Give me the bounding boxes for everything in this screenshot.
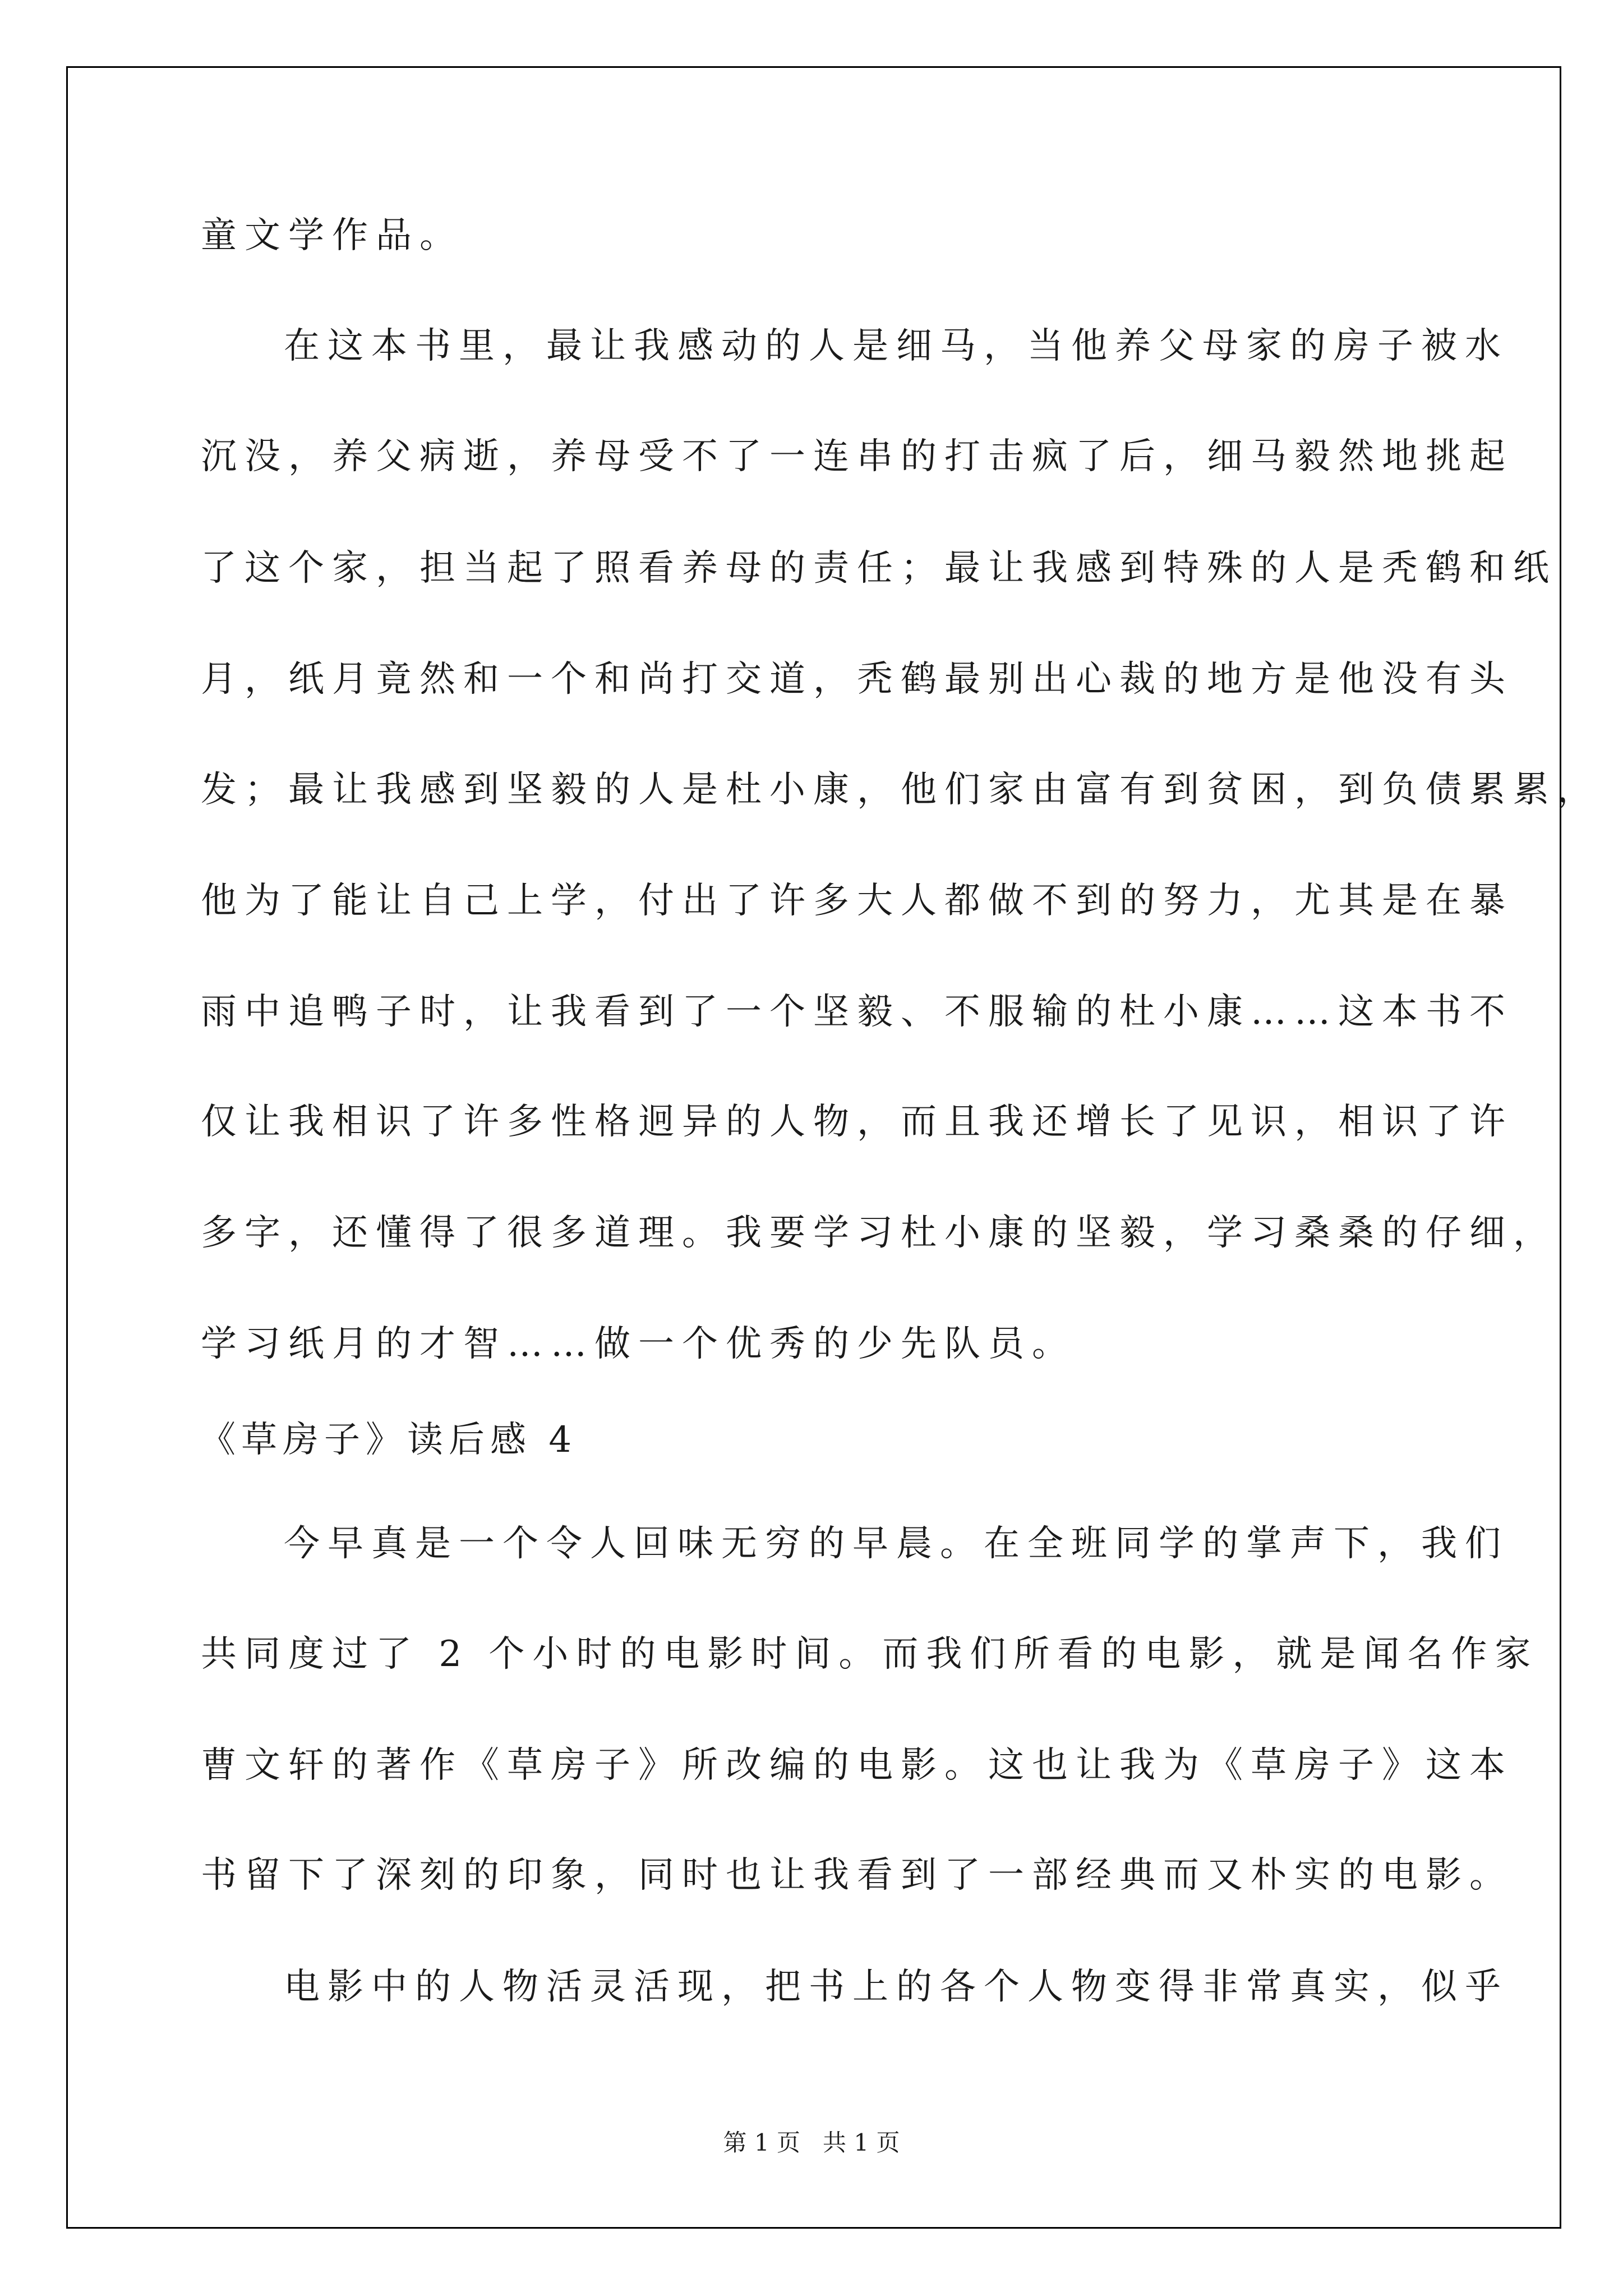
text-line: 了这个家，担当起了照看养母的责任；最让我感到特殊的人是秃鹤和纸	[201, 547, 1557, 589]
text-line: 在这本书里，最让我感动的人是细马，当他养父母家的房子被水	[284, 325, 1509, 367]
text-line: 雨中追鸭子时，让我看到了一个坚毅、不服输的杜小康……这本书不	[201, 991, 1513, 1033]
text-line: 仅让我相识了许多性格迥异的人物，而且我还增长了见识，相识了许	[201, 1101, 1513, 1143]
text-line: 发；最让我感到坚毅的人是杜小康，他们家由富有到贫困，到负债累累，	[201, 769, 1601, 811]
page-border	[66, 66, 1561, 2229]
page-footer: 第 1 页 共 1 页	[723, 2129, 900, 2156]
text-line: 月，纸月竟然和一个和尚打交道，秃鹤最别出心裁的地方是他没有头	[201, 659, 1513, 700]
text-line: 学习纸月的才智……做一个优秀的少先队员。	[201, 1323, 1076, 1365]
text-line: 书留下了深刻的印象，同时也让我看到了一部经典而又朴实的电影。	[201, 1855, 1513, 1896]
text-line: 他为了能让自己上学，付出了许多大人都做不到的努力，尤其是在暴	[201, 880, 1513, 922]
text-line: 童文学作品。	[201, 215, 463, 256]
text-line: 多字，还懂得了很多道理。我要学习杜小康的坚毅，学习桑桑的仔细，	[201, 1212, 1557, 1254]
text-line: 共同度过了 2 个小时的电影时间。而我们所看的电影，就是闻名作家	[201, 1634, 1539, 1675]
section-heading: 《草房子》读后感 4	[200, 1419, 578, 1461]
text-line: 曹文轩的著作《草房子》所改编的电影。这也让我为《草房子》这本	[201, 1745, 1513, 1786]
text-line: 今早真是一个令人回味无穷的早晨。在全班同学的掌声下，我们	[284, 1523, 1509, 1565]
text-line: 电影中的人物活灵活现，把书上的各个人物变得非常真实，似乎	[284, 1966, 1509, 2008]
text-line: 沉没，养父病逝，养母受不了一连串的打击疯了后，细马毅然地挑起	[201, 436, 1513, 477]
